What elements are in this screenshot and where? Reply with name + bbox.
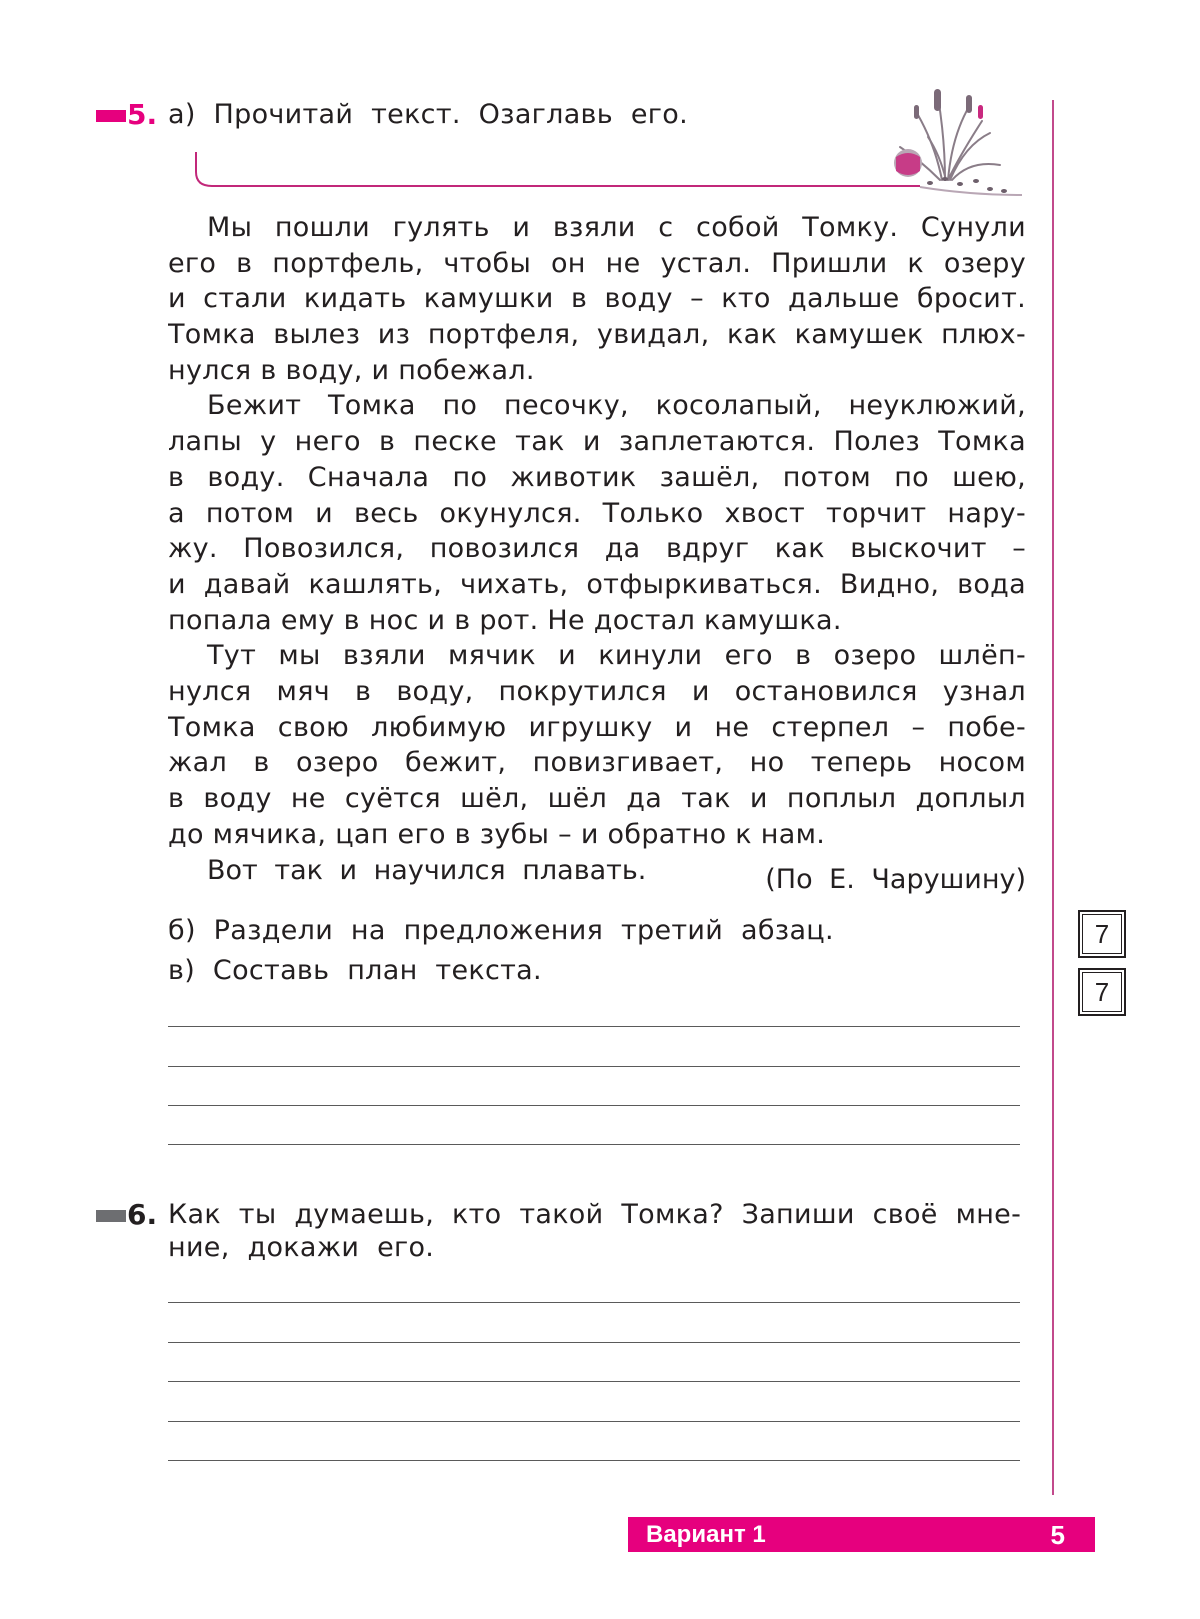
answer-line[interactable] (168, 1302, 1020, 1303)
text-line: и давай кашлять, чихать, отфыркиваться. Видно, вода (168, 568, 1026, 600)
text-line: а потом и весь окунулся. Только хвост торчит нару- (168, 497, 1026, 529)
task5-sub-b: б) Раздели на предложения третий абзац. (168, 915, 834, 946)
text-line: в воду. Сначала по животик зашёл, потом по шею, (168, 461, 1026, 493)
reading-text (168, 210, 1026, 852)
text-line: нулся в воду, и побежал. (168, 354, 535, 386)
score-value: 7 (1082, 972, 1122, 1012)
reeds-illustration (890, 85, 1030, 205)
text-line: Мы пошли гулять и взяли с собой Томку. Сунули (207, 212, 1026, 243)
answer-line[interactable] (168, 1144, 1020, 1145)
text-line: Томка свою любимую игрушку и не стерпел – побе- (168, 711, 1026, 743)
text-line: Бежит Томка по песочку, косолапый, неуклюжий, (207, 390, 1026, 422)
text-line-last: Вот так и научился плавать. (207, 855, 647, 886)
task5-marker (96, 110, 126, 122)
score-box-b (1078, 910, 1126, 958)
answer-line[interactable] (168, 1066, 1020, 1067)
answer-line[interactable] (168, 1460, 1020, 1461)
task6-number: 6. (127, 1198, 158, 1231)
task5-sub-c: в) Составь план текста. (168, 955, 542, 986)
score-value: 7 (1082, 914, 1122, 954)
answer-line[interactable] (168, 1421, 1020, 1422)
text-line: нулся мяч в воду, покрутился и остановился узнал (168, 675, 1026, 707)
footer-bar (628, 1517, 1095, 1552)
answer-line[interactable] (168, 1381, 1020, 1382)
title-answer-line (190, 150, 925, 192)
text-line: жу. Повозился, повозился да вдруг как выскочит – (168, 533, 1026, 565)
text-line: его в портфель, чтобы он не устал. Пришли к озеру (168, 247, 1026, 279)
task5-number: 5. (127, 98, 158, 131)
text-line: в воду не суётся шёл, шёл да так и поплыл доплыл (168, 783, 1026, 814)
score-box-c (1078, 968, 1126, 1016)
text-line: жал в озеро бежит, повизгивает, но теперь носом (168, 747, 1026, 779)
margin-line (1052, 100, 1054, 1495)
text-line: Томка вылез из портфеля, увидал, как камушек плюх- (168, 319, 1026, 351)
text-line: и стали кидать камушки в воду – кто дальше бросит. (168, 283, 1026, 315)
variant-label: Вариант 1 (646, 1521, 766, 1548)
answer-line[interactable] (168, 1342, 1020, 1343)
text-line: лапы у него в песке так и заплетаются. Полез Томка (168, 426, 1026, 458)
task5-title: а) Прочитай текст. Озаглавь его. (168, 99, 688, 130)
text-line: до мячика, цап его в зубы – и обратно к нам. (168, 818, 826, 850)
answer-line[interactable] (168, 1026, 1020, 1027)
task6-question-line1: Как ты думаешь, кто такой Томка? Запиши своё мне- (168, 1199, 1022, 1230)
text-line: Тут мы взяли мячик и кинули его в озеро шлёп- (207, 640, 1026, 672)
text-line: попала ему в нос и в рот. Не достал камушка. (168, 604, 842, 636)
task6-question-line2: ние, докажи его. (168, 1232, 435, 1263)
text-source: (По Е. Чарушину) (765, 864, 1026, 895)
task6-marker (96, 1210, 126, 1222)
answer-line[interactable] (168, 1105, 1020, 1106)
page-number: 5 (1050, 1520, 1065, 1550)
